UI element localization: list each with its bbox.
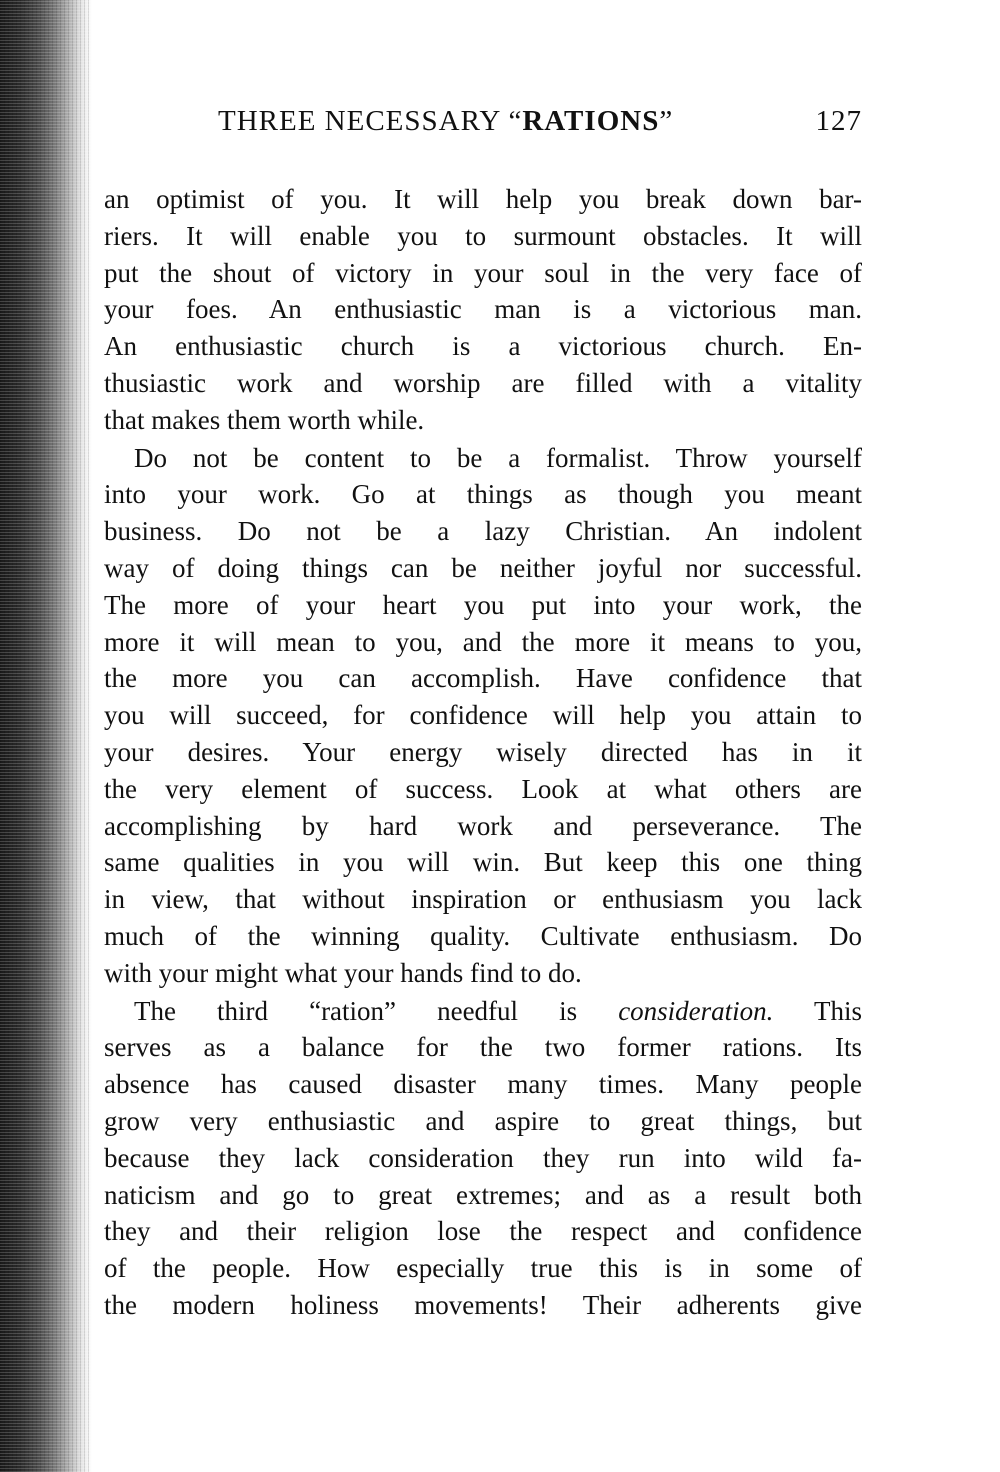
text-line: put the shout of victory in your soul in the very face of [104, 257, 862, 288]
running-head [104, 105, 862, 149]
text-line: naticism and go to great extremes; and as a result both [104, 1179, 862, 1210]
text-line: the very element of success. Look at what others are [104, 773, 862, 804]
text-line: An enthusiastic church is a victorious church. En- [104, 331, 862, 362]
text-line: same qualities in you will win. But keep this one thing [104, 847, 862, 878]
italic-term: consideration. [618, 995, 774, 1026]
scan-gutter-shadow [0, 0, 92, 1472]
text-line: your desires. Your energy wisely directed has in it [104, 736, 862, 767]
text-line: they and their religion lose the respect and confidence [104, 1216, 862, 1247]
text-fragment: This [773, 995, 863, 1026]
text-line: absence has caused disaster many times. Many people [104, 1069, 862, 1100]
running-title-part: THREE NECESSARY “ [218, 105, 523, 137]
body-text [104, 181, 862, 1324]
text-fragment: The third “ration” needful is [134, 995, 619, 1026]
text-line: way of doing things can be neither joyful nor successful. [104, 552, 862, 583]
text-line: much of the winning quality. Cultivate enthusiasm. Do [104, 920, 862, 951]
text-line: accomplishing by hard work and perseverance. The [104, 810, 862, 841]
text-line: in view, that without inspiration or enthusiasm you lack [104, 884, 862, 915]
running-title-bold: RATIONS [522, 105, 660, 137]
text-line [104, 993, 862, 1030]
text-line: the modern holiness movements! Their adherents give [104, 1289, 862, 1320]
text-line: the more you can accomplish. Have confidence that [104, 663, 862, 694]
running-title-part: ” [659, 105, 674, 137]
text-line: of the people. How especially true this is in some of [104, 1253, 862, 1284]
text-line: thusiastic work and worship are filled with a vitality [104, 367, 862, 398]
text-line: your foes. An enthusiastic man is a victorious man. [104, 294, 862, 325]
text-line: serves as a balance for the two former rations. Its [104, 1032, 862, 1063]
text-line: an optimist of you. It will help you break down bar- [104, 184, 862, 214]
text-line: business. Do not be a lazy Christian. An indolent [104, 516, 862, 547]
text-line: Do not be content to be a formalist. Throw yourself [134, 442, 862, 473]
text-line: grow very enthusiastic and aspire to great things, but [104, 1105, 862, 1136]
text-line: you will succeed, for confidence will help you attain to [104, 700, 862, 731]
text-line: that makes them worth while. [104, 404, 425, 435]
text-line: with your might what your hands find to do. [104, 957, 582, 988]
text-line: into your work. Go at things as though you meant [104, 479, 862, 510]
text-line: riers. It will enable you to surmount obstacles. It will [104, 220, 862, 251]
text-line: The more of your heart you put into your work, the [104, 589, 862, 620]
page-number: 127 [815, 105, 862, 137]
text-line: because they lack consideration they run into wild fa- [104, 1142, 862, 1173]
text-line: more it will mean to you, and the more it means to you, [104, 626, 862, 657]
running-title [218, 105, 673, 138]
